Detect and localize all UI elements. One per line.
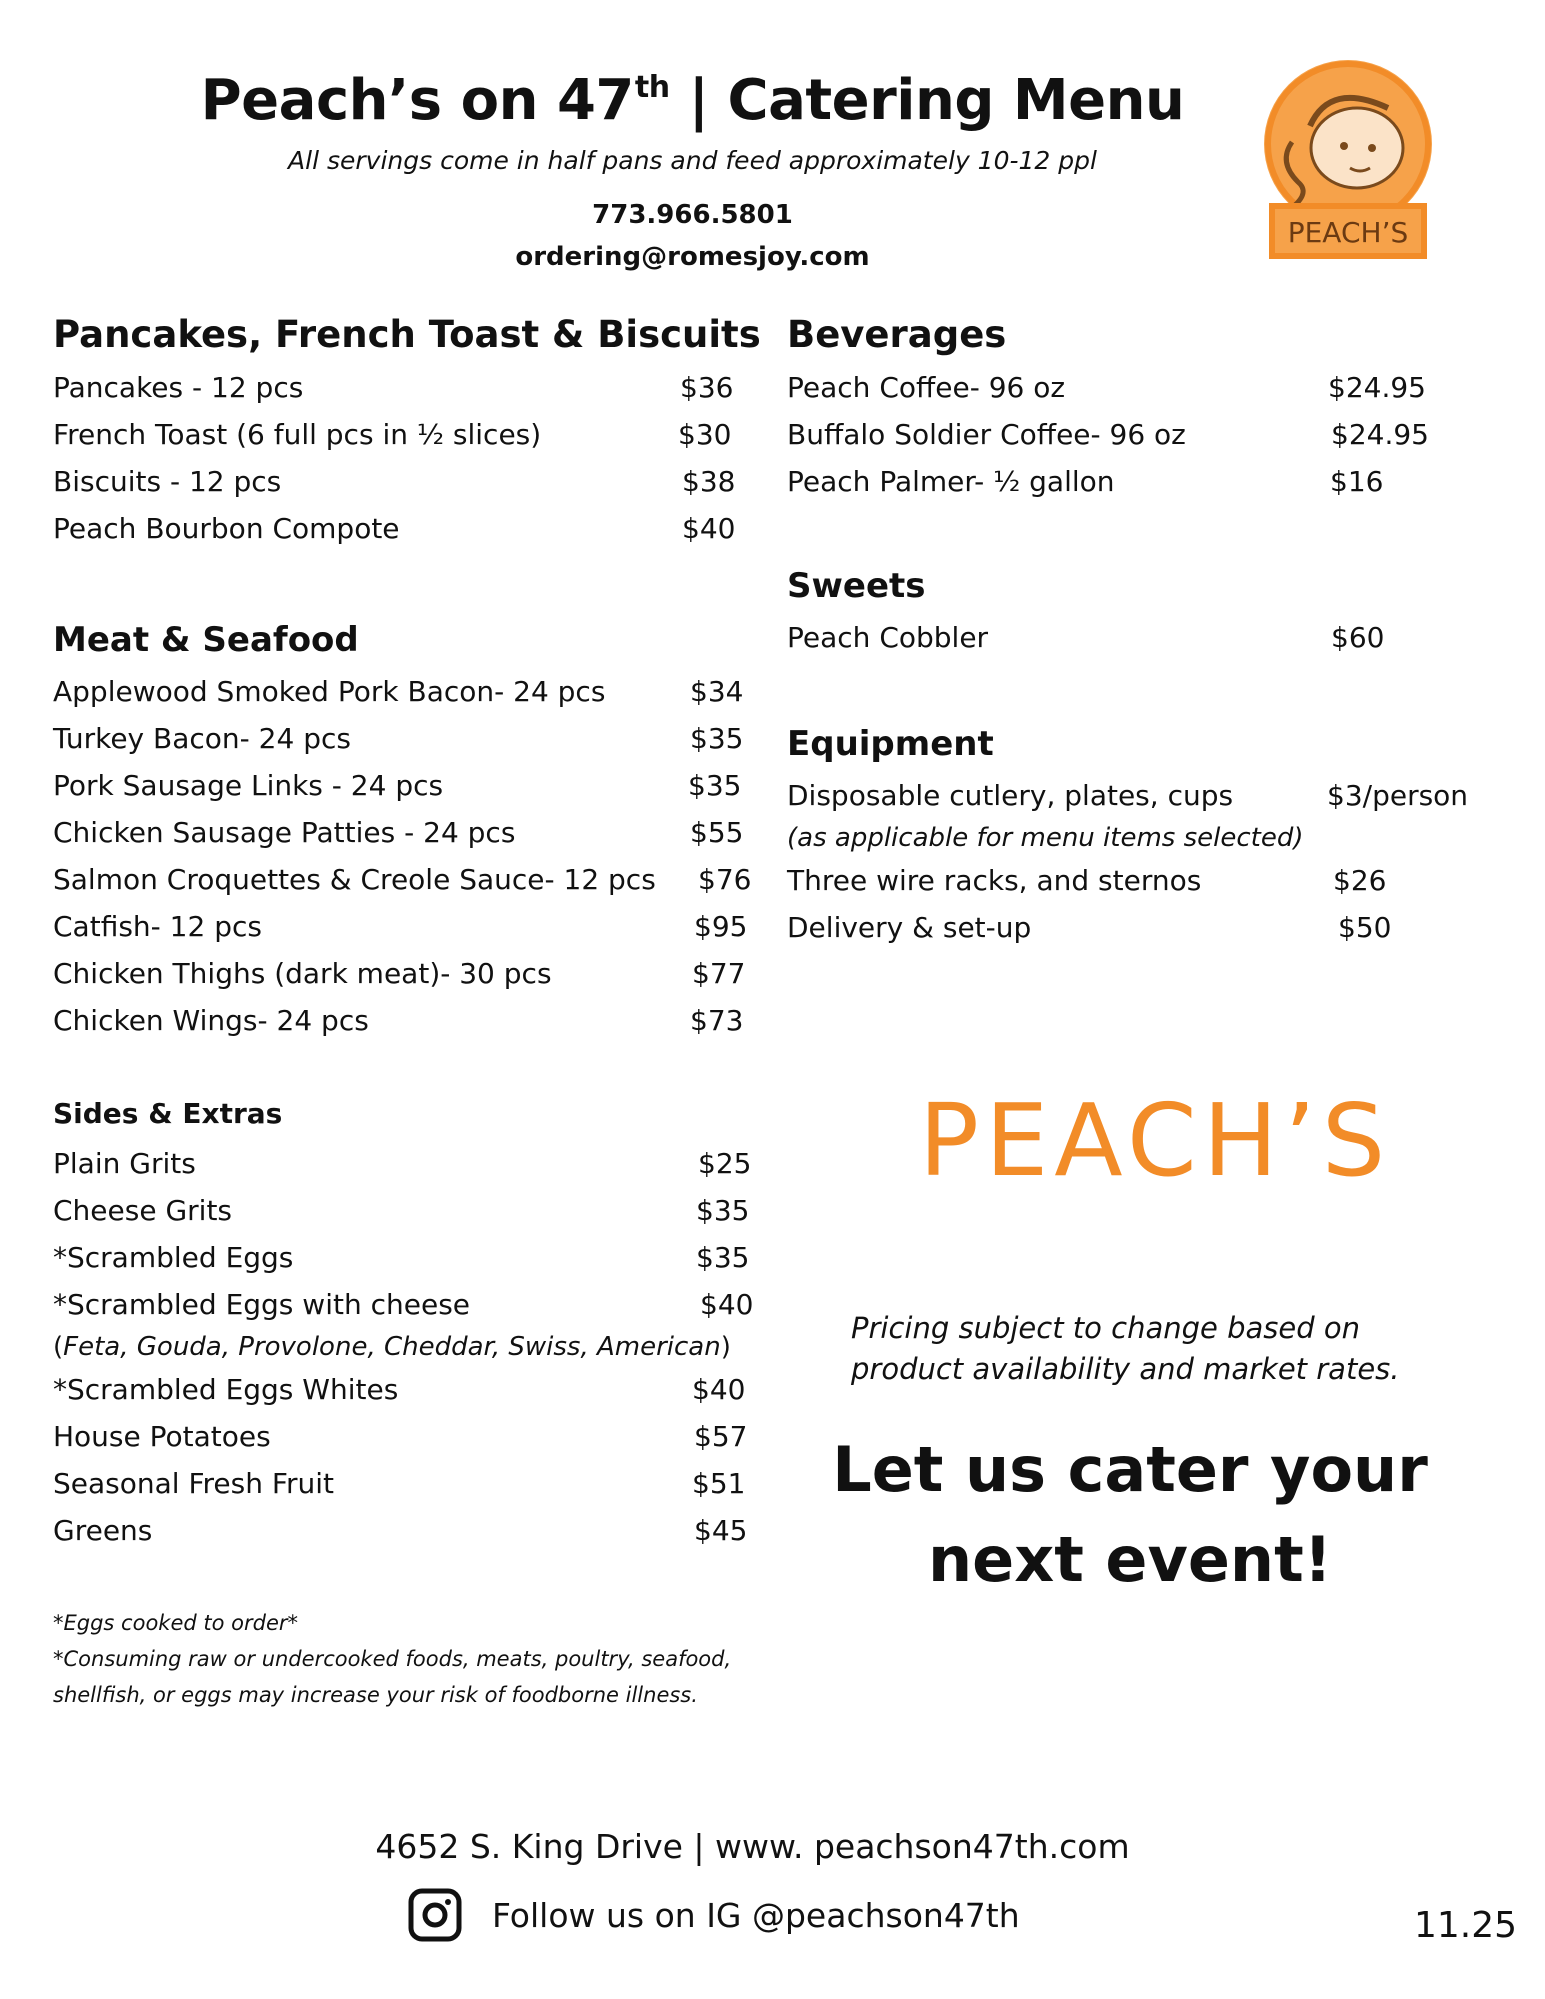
menu-item: Pancakes - 12 pcs $36: [53, 371, 734, 404]
menu-item: Chicken Thighs (dark meat)- 30 pcs $77: [53, 957, 746, 990]
menu-item: Delivery & set-up $50: [787, 911, 1392, 944]
menu-item: Peach Palmer- ½ gallon $16: [787, 465, 1384, 498]
email-address[interactable]: ordering@romesjoy.com: [515, 242, 870, 272]
menu-item: Pork Sausage Links - 24 pcs $35: [53, 769, 742, 802]
peachs-wordmark: [918, 1082, 1392, 1199]
menu-item: Peach Cobbler $60: [787, 621, 1385, 654]
menu-item: Chicken Sausage Patties - 24 pcs $55: [53, 816, 744, 849]
section-pancakes: [53, 313, 761, 552]
page-title: Peach’s on 47th | Catering Menu: [200, 68, 1185, 133]
menu-item: Peach Bourbon Compote $40: [53, 512, 736, 545]
cater-event-cta: Let us cater your next event!: [832, 1433, 1428, 1596]
menu-item: Biscuits - 12 pcs $38: [53, 465, 736, 498]
peachs-logo-badge: [1252, 56, 1444, 264]
menu-item: Buffalo Soldier Coffee- 96 oz $24.95: [787, 418, 1429, 451]
menu-item: Three wire racks, and sternos $26: [787, 864, 1387, 897]
cheese-options-note: (Feta, Gouda, Provolone, Cheddar, Swiss, American): [53, 1332, 731, 1362]
menu-version: 11.25: [1414, 1905, 1518, 1946]
section-beverages: [787, 313, 1487, 505]
pricing-note: Pricing subject to change based on product availability and market rates.: [851, 1311, 1400, 1386]
menu-item: Chicken Wings- 24 pcs $73: [53, 1004, 744, 1037]
phone-number[interactable]: 773.966.5801: [592, 200, 793, 230]
menu-item: Peach Coffee- 96 oz $24.95: [787, 371, 1426, 404]
section-title: Sweets: [787, 566, 926, 606]
section-title: Meat & Seafood: [53, 620, 359, 660]
instagram-follow[interactable]: [408, 1885, 1020, 1945]
svg-text:PEACH’S: PEACH’S: [1287, 216, 1409, 249]
menu-item: Plain Grits $25: [53, 1147, 752, 1180]
menu-item: Applewood Smoked Pork Bacon- 24 pcs $34: [53, 675, 744, 708]
menu-item: Greens $45: [53, 1514, 748, 1547]
equipment-note: (as applicable for menu items selected): [787, 823, 1304, 853]
menu-item: Cheese Grits $35: [53, 1194, 750, 1227]
servings-subtitle: All servings come in half pans and feed approximately 10-12 ppl: [288, 146, 1097, 175]
section-meat-seafood: [53, 620, 763, 1044]
menu-item: Seasonal Fresh Fruit $51: [53, 1467, 746, 1500]
section-sides-extras: [53, 1097, 773, 1554]
food-safety-fine-print: *Eggs cooked to order* *Consuming raw or undercooked foods, meats, poultry, seafood, shellfish, or eggs may increase your risk of foodborne illness.: [53, 1611, 732, 1707]
menu-item: French Toast (6 full pcs in ½ slices) $30: [53, 418, 732, 451]
menu-item: Turkey Bacon- 24 pcs $35: [53, 722, 744, 755]
menu-item: Catfish- 12 pcs $95: [53, 910, 748, 943]
menu-item: *Scrambled Eggs $35: [53, 1241, 750, 1274]
section-title: Beverages: [787, 313, 1007, 356]
menu-item: *Scrambled Eggs Whites $40: [53, 1373, 746, 1406]
menu-item: Salmon Croquettes & Creole Sauce- 12 pcs $76: [53, 863, 752, 896]
svg-text:PEACH’S: PEACH’S: [918, 1082, 1392, 1199]
section-title: Equipment: [787, 724, 994, 764]
address-website[interactable]: 4652 S. King Drive | www. peachson47th.com: [375, 1827, 1130, 1866]
menu-item: *Scrambled Eggs with cheese $40: [53, 1288, 754, 1321]
section-sweets: [787, 566, 1487, 661]
section-title: Sides & Extras: [53, 1097, 283, 1130]
section-equipment: [787, 724, 1497, 951]
menu-item: Disposable cutlery, plates, cups $3/person: [787, 779, 1469, 812]
menu-item: House Potatoes $57: [53, 1420, 748, 1453]
section-title: Pancakes, French Toast & Biscuits: [53, 313, 761, 356]
instagram-handle: Follow us on IG @peachson47th: [492, 1895, 1020, 1935]
instagram-icon: [408, 1888, 462, 1942]
